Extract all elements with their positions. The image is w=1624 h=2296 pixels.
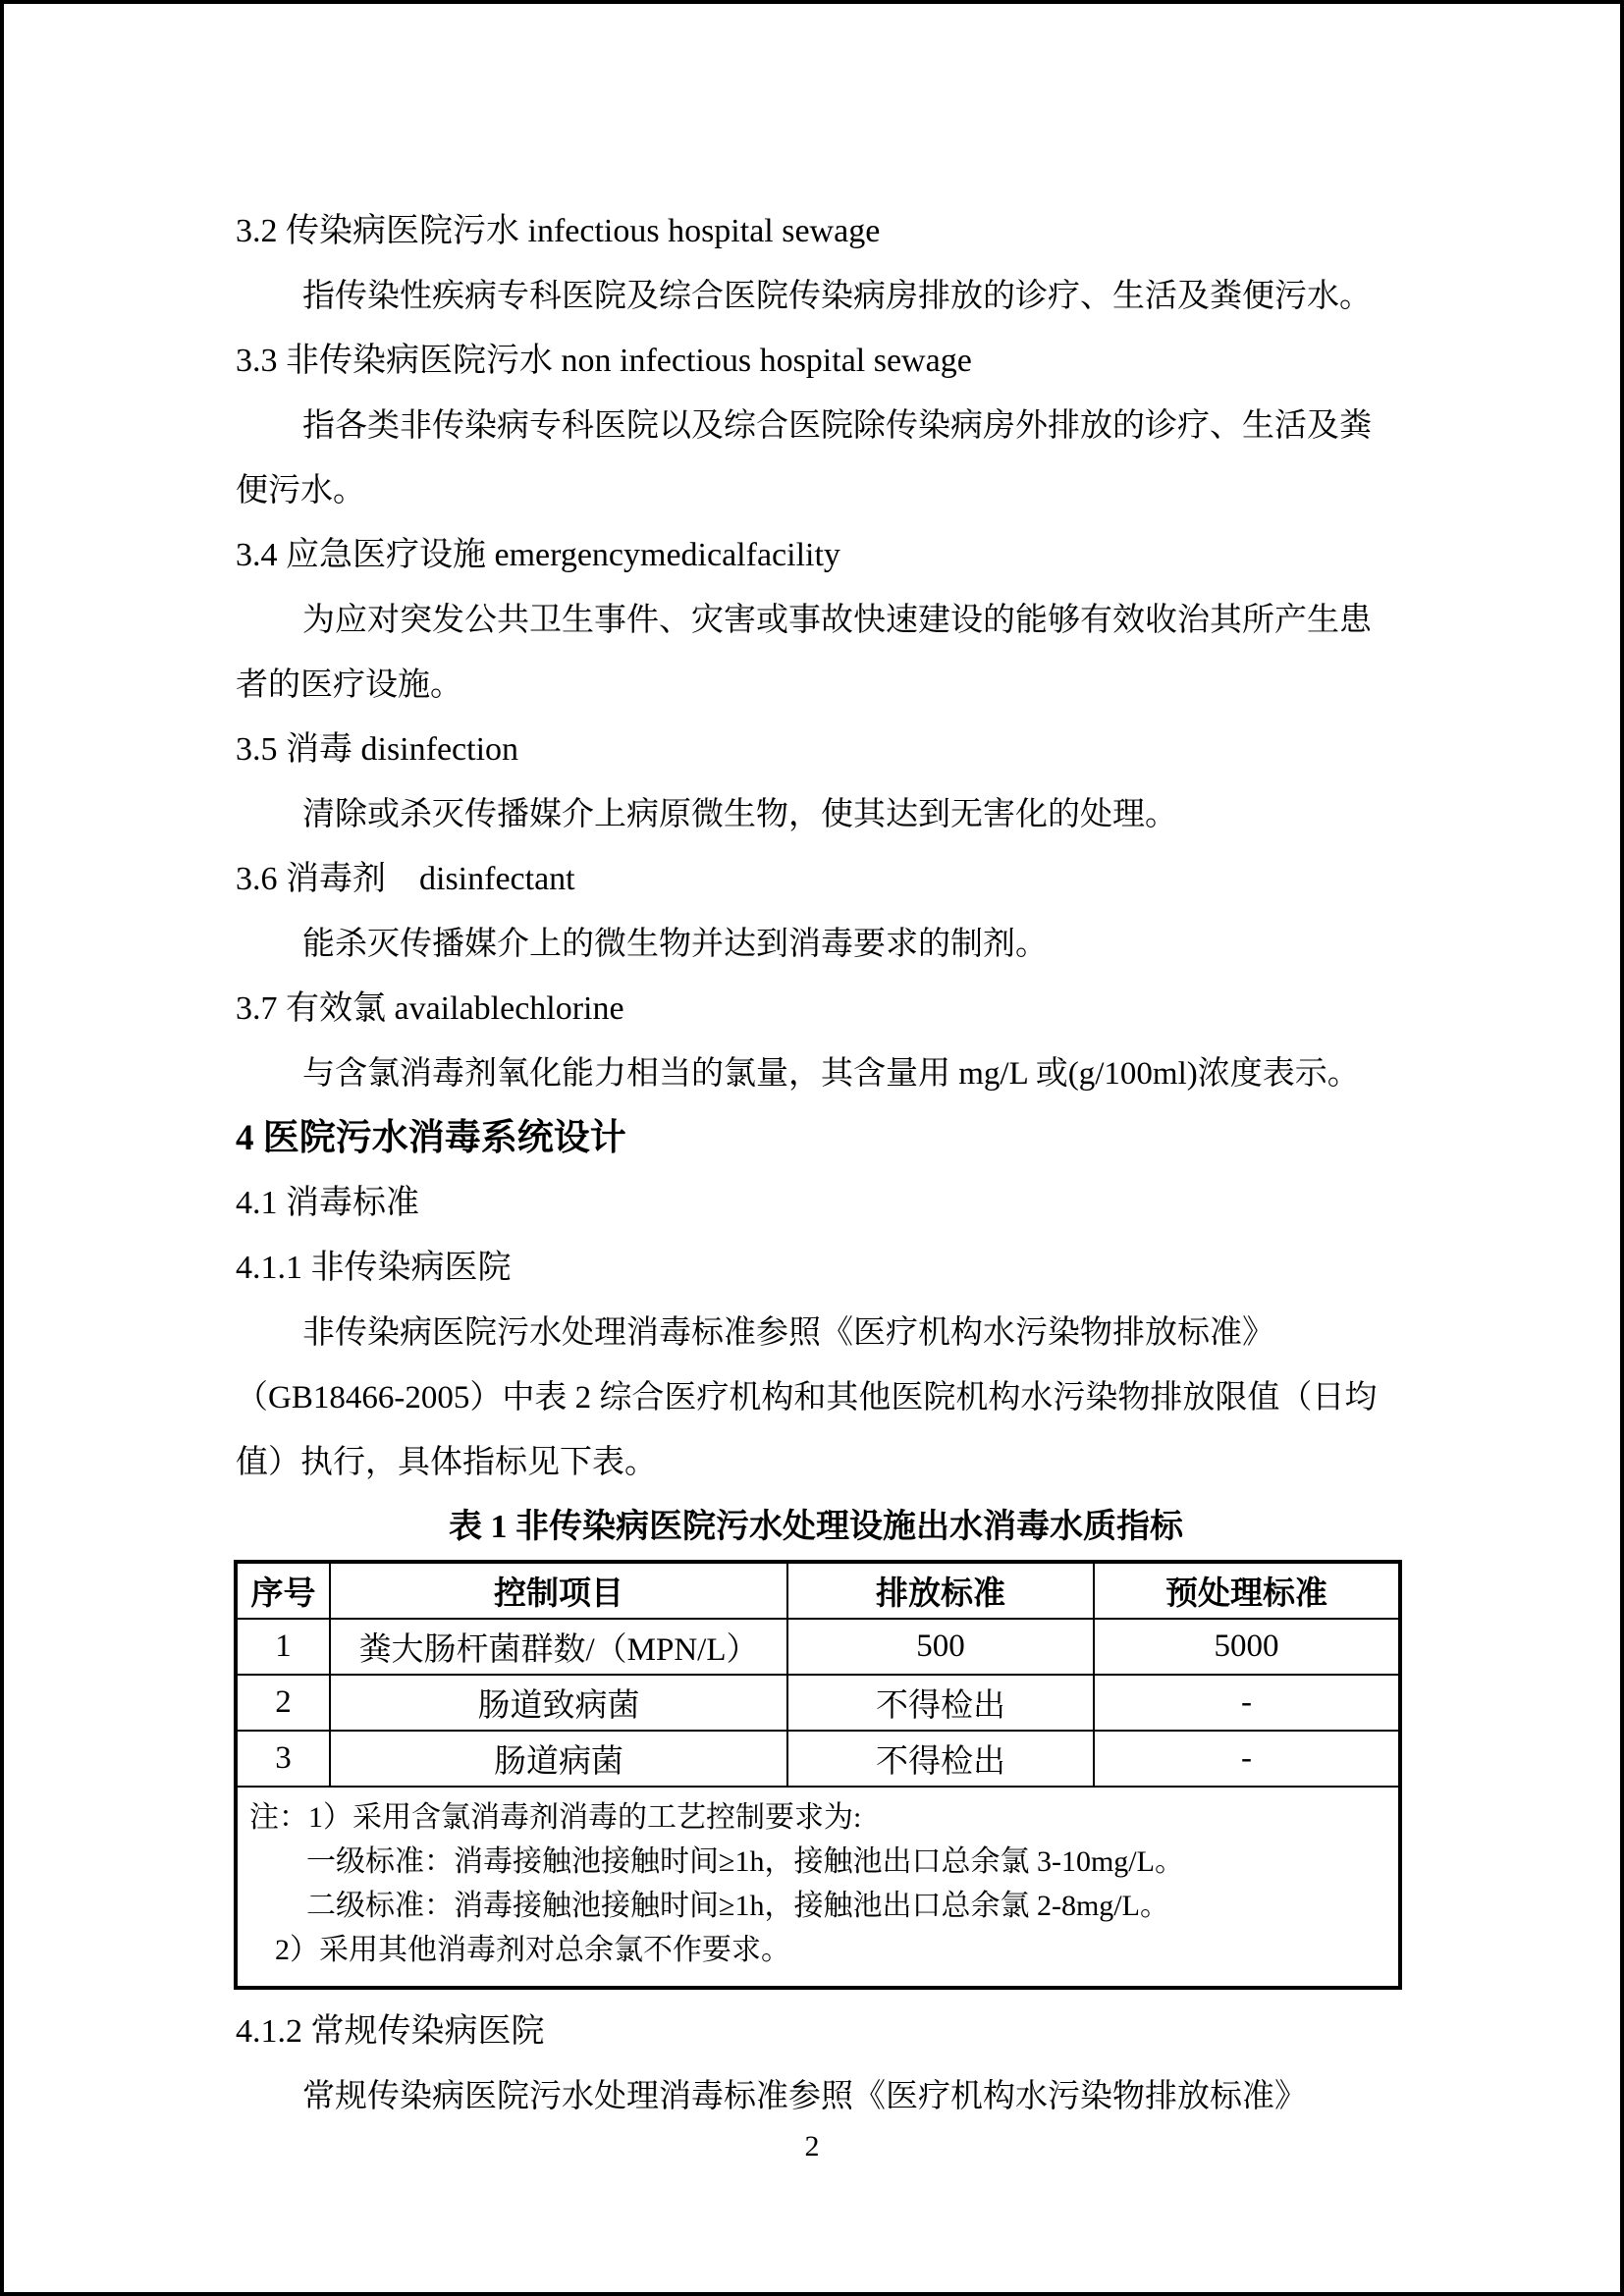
table-note-line: 二级标准：消毒接触池接触时间≥1h，接触池出口总余氯 2-8mg/L。: [306, 1890, 1169, 1922]
table-cell: 肠道病菌: [330, 1731, 787, 1787]
table-header-cell-xuhao: 序号: [236, 1562, 330, 1619]
section-heading-4-1-1: 4.1.1 非传染病医院: [236, 1250, 512, 1286]
section-heading-3-3: 3.3 非传染病医院污水 non infectious hospital sewage: [236, 343, 972, 379]
table-note-cell: [236, 1787, 1400, 1988]
table-row: [236, 1675, 1400, 1731]
section-heading-3-5: 3.5 消毒 disinfection: [236, 731, 519, 768]
table-header-cell-yuchulibiaozhun: 预处理标准: [1094, 1562, 1400, 1619]
paragraph-line: 非传染病医院污水处理消毒标准参照《医疗机构水污染物排放标准》: [302, 1315, 1274, 1351]
table-cell: 3: [236, 1731, 330, 1787]
page-number: 2: [804, 2130, 820, 2163]
table-cell: 不得检出: [787, 1731, 1094, 1787]
table-note-line: 一级标准：消毒接触池接触时间≥1h，接触池出口总余氯 3-10mg/L。: [306, 1845, 1184, 1878]
paragraph-line: 指各类非传染病专科医院以及综合医院除传染病房外排放的诊疗、生活及粪: [302, 408, 1372, 444]
section-heading-3-7: 3.7 有效氯 availablechlorine: [236, 990, 624, 1027]
table-cell: -: [1094, 1675, 1400, 1731]
section-heading-4-1: 4.1 消毒标准: [236, 1185, 419, 1221]
table-cell: -: [1094, 1731, 1400, 1787]
table1: [234, 1560, 1402, 1990]
paragraph-line: 常规传染病医院污水处理消毒标准参照《医疗机构水污染物排放标准》: [302, 2079, 1307, 2114]
table-note-line: 2）采用其他消毒剂对总余氯不作要求。: [275, 1934, 790, 1966]
table-header-row: [236, 1562, 1400, 1619]
table-row: [236, 1619, 1400, 1675]
table-cell: 500: [787, 1619, 1094, 1675]
table-cell: 5000: [1094, 1619, 1400, 1675]
paragraph-line: 指传染性疾病专科医院及综合医院传染病房排放的诊疗、生活及粪便污水。: [302, 279, 1372, 314]
table1-header: [236, 1562, 1400, 1619]
section-heading-4-1-2: 4.1.2 常规传染病医院: [236, 2013, 545, 2050]
table-cell: 1: [236, 1619, 330, 1675]
table-row: [236, 1731, 1400, 1787]
paragraph-line: 值）执行，具体指标见下表。: [236, 1445, 657, 1480]
table-header-cell-paifangbiaozhun: 排放标准: [787, 1562, 1094, 1619]
table-cell: 2: [236, 1675, 330, 1731]
paragraph-line: 清除或杀灭传播媒介上病原微生物，使其达到无害化的处理。: [302, 797, 1177, 832]
table-cell: 粪大肠杆菌群数/（MPN/L）: [330, 1619, 787, 1675]
table-cell: 肠道致病菌: [330, 1675, 787, 1731]
paragraph-line: （GB18466-2005）中表 2 综合医疗机构和其他医院机构水污染物排放限值（日均: [236, 1380, 1378, 1415]
table-cell: 不得检出: [787, 1675, 1094, 1731]
section-heading-3-2: 3.2 传染病医院污水 infectious hospital sewage: [236, 213, 881, 249]
chapter-heading-4: 4 医院污水消毒系统设计: [236, 1118, 626, 1158]
section-heading-3-4: 3.4 应急医疗设施 emergencymedicalfacility: [236, 537, 840, 573]
paragraph-line: 与含氯消毒剂氧化能力相当的氯量，其含量用 mg/L 或(g/100ml)浓度表示。: [302, 1056, 1360, 1092]
section-heading-3-6: 3.6 消毒剂 disinfectant: [236, 861, 575, 897]
table-note-row: [236, 1787, 1400, 1988]
table-note-line: 注：1）采用含氯消毒剂消毒的工艺控制要求为:: [249, 1801, 862, 1834]
paragraph-line: 能杀灭传播媒介上的微生物并达到消毒要求的制剂。: [302, 927, 1048, 962]
paragraph-line: 者的医疗设施。: [236, 667, 462, 703]
table1-title: 表 1 非传染病医院污水处理设施出水消毒水质指标: [449, 1509, 1183, 1545]
paragraph-line: 便污水。: [236, 473, 365, 508]
paragraph-line: 为应对突发公共卫生事件、灾害或事故快速建设的能够有效收治其所产生患: [302, 603, 1372, 638]
table-header-cell-kongzhixiangmu: 控制项目: [330, 1562, 787, 1619]
